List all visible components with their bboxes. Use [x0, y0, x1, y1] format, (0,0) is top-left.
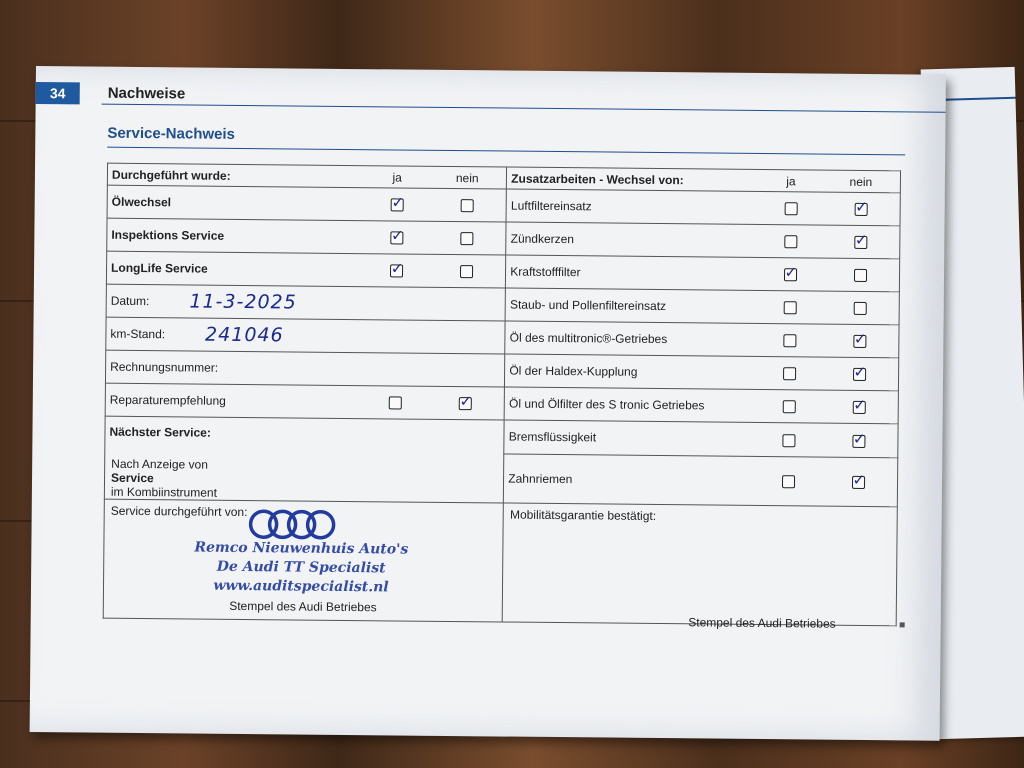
dealer-stamp-area: Service durchgeführt von: Remco Nieuwenhuis Auto's De Audi TT Specialist www.auditspecialist.nl Stempel des Audi Betriebes — [103, 499, 503, 622]
checkbox-multitronic-ja[interactable] — [783, 334, 796, 347]
checkbox-kraftstofffilter-ja[interactable] — [783, 268, 796, 281]
checkbox-zuendkerzen-nein[interactable] — [854, 236, 867, 249]
checkbox-inspektion-ja[interactable] — [390, 232, 403, 245]
row-pollenfilter: Staub- und Pollenfiltereinsatz — [505, 288, 899, 325]
checkbox-oelwechsel-nein[interactable] — [460, 199, 473, 212]
checkbox-bremsfluessigkeit-ja[interactable] — [782, 434, 795, 447]
checkbox-reparatur-ja[interactable] — [388, 397, 401, 410]
checkbox-inspektion-nein[interactable] — [460, 232, 473, 245]
left-header: Durchgeführt wurde: ja nein — [107, 163, 506, 189]
booklet-page — [30, 66, 946, 741]
row-longlife: LongLife Service ✓ — [106, 251, 506, 288]
row-datum: Datum: 11-3-2025 — [106, 284, 506, 321]
checkbox-bremsfluessigkeit-nein[interactable] — [852, 434, 865, 447]
row-zuendkerzen: Zündkerzen ✓ — [506, 222, 900, 259]
checkbox-stronic-nein[interactable] — [852, 401, 865, 414]
row-zahnriemen: Zahnriemen ✓ — [504, 454, 898, 507]
checkbox-zahnriemen-nein[interactable] — [851, 476, 864, 489]
checkbox-zahnriemen-ja[interactable] — [781, 475, 794, 488]
checkbox-haldex-ja[interactable] — [783, 367, 796, 380]
checkbox-luftfilter-ja[interactable] — [784, 202, 797, 215]
row-km: km-Stand: 241046 — [106, 317, 506, 354]
dealer-stamp: Remco Nieuwenhuis Auto's De Audi TT Specialist www.auditspecialist.nl — [194, 539, 409, 596]
row-stronic: Öl und Ölfilter des S tronic Getriebes ✓ — [504, 387, 898, 424]
km-value[interactable]: 241046 — [205, 323, 284, 347]
row-reparatur: Reparaturempfehlung ✓ — [105, 383, 505, 420]
checkbox-zuendkerzen-ja[interactable] — [784, 235, 797, 248]
checkbox-pollenfilter-ja[interactable] — [783, 301, 796, 314]
checkbox-luftfilter-nein[interactable] — [854, 203, 867, 216]
audi-rings-icon — [246, 507, 338, 542]
checkbox-pollenfilter-nein[interactable] — [853, 302, 866, 315]
checkbox-reparatur-nein[interactable] — [458, 397, 471, 410]
stamp-caption-right: Stempel des Audi Betriebes — [688, 615, 836, 631]
checkbox-stronic-ja[interactable] — [782, 400, 795, 413]
row-oelwechsel: Ölwechsel ✓ — [107, 185, 507, 222]
datum-value[interactable]: 11-3-2025 — [189, 290, 297, 314]
checkbox-kraftstofffilter-nein[interactable] — [853, 269, 866, 282]
row-bremsfluessigkeit: Bremsflüssigkeit ✓ — [504, 420, 898, 458]
checkbox-longlife-nein[interactable] — [460, 265, 473, 278]
row-multitronic: Öl des multitronic®-Getriebes ✓ — [505, 321, 899, 358]
section-title: Service-Nachweis — [107, 124, 236, 143]
service-form — [103, 163, 901, 631]
stamp-caption-left: Stempel des Audi Betriebes — [229, 598, 377, 615]
checkbox-longlife-ja[interactable] — [390, 265, 403, 278]
row-kraftstofffilter: Kraftstofffilter ✓ — [506, 255, 900, 292]
row-naechster-service: Nächster Service: Nach Anzeige von Service im Kombiinstrument — [104, 416, 504, 503]
row-rechnung: Rechnungsnummer: — [105, 350, 505, 387]
page-header: Nachweise — [107, 84, 186, 103]
mobility-guarantee-area: Mobilitätsgarantie bestätigt: Stempel des Audi Betriebes — [502, 503, 897, 626]
right-header: Zusatzarbeiten - Wechsel von: ja nein — [507, 167, 901, 193]
checkbox-multitronic-nein[interactable] — [853, 335, 866, 348]
row-haldex: Öl der Haldex-Kupplung ✓ — [505, 354, 899, 391]
row-inspektion: Inspektions Service ✓ — [107, 218, 507, 255]
page-number: 34 — [36, 82, 80, 104]
checkbox-oelwechsel-ja[interactable] — [390, 199, 403, 212]
checkbox-haldex-nein[interactable] — [853, 368, 866, 381]
row-luftfilter: Luftfiltereinsatz ✓ — [506, 189, 900, 226]
